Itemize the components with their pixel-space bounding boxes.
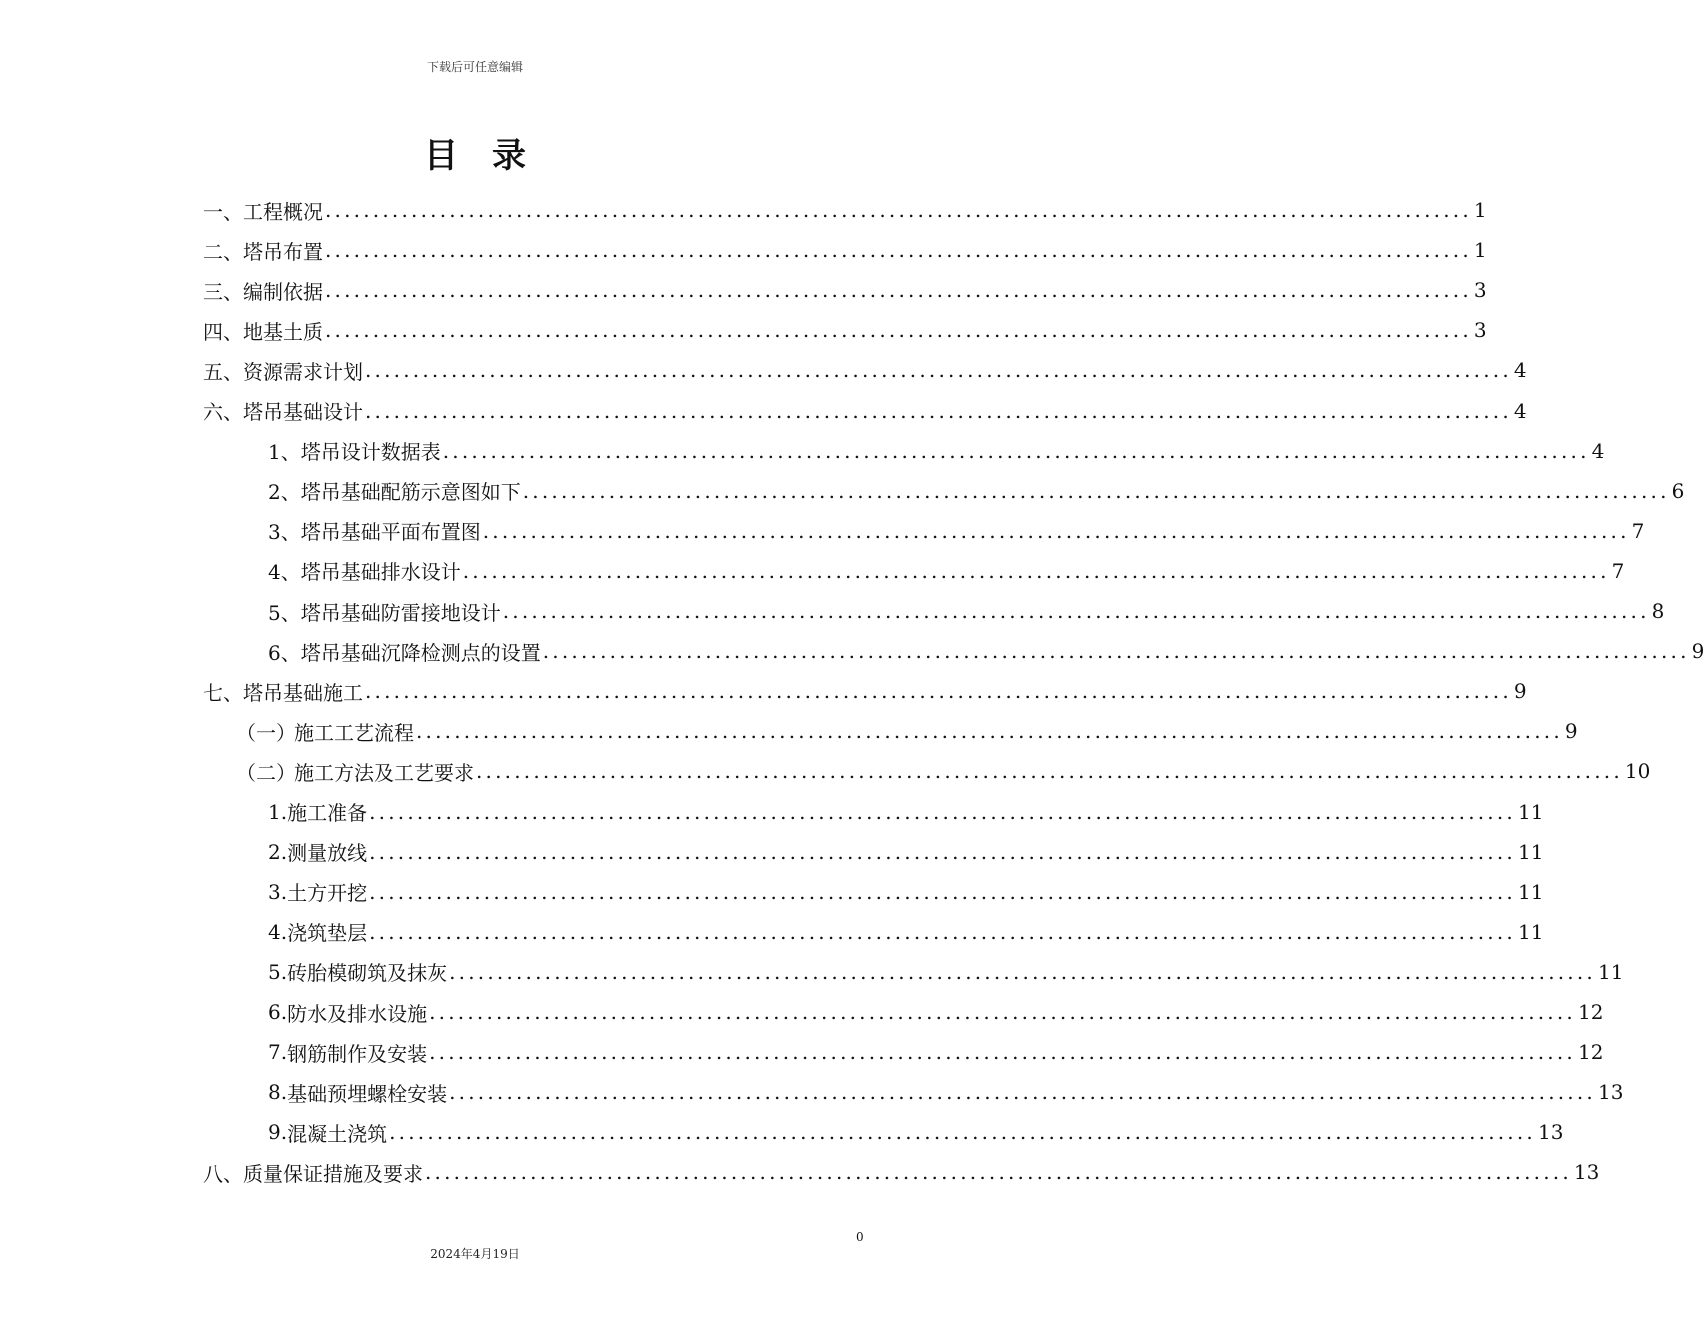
toc-entry-number: 3、: [268, 520, 301, 545]
toc-entry-page: 10: [1624, 759, 1651, 784]
toc-entry[interactable]: [203, 190, 1487, 230]
toc-entry-page: 4: [1591, 438, 1605, 463]
title-char-right: 录: [492, 136, 526, 176]
toc-entry-title: 钢筋制作及安装: [287, 1041, 428, 1066]
toc-entry-page: 9: [1564, 719, 1578, 744]
toc-entry[interactable]: [268, 992, 1604, 1032]
page-number: 0: [856, 1230, 864, 1244]
toc-entry-number: （二）: [236, 760, 296, 785]
toc-entry-number: 4.: [268, 919, 288, 944]
toc-leader-dots: ........................................................................................................................: [325, 238, 1472, 263]
toc-entry-number: 3.: [268, 879, 288, 904]
toc-entry[interactable]: [268, 1072, 1624, 1112]
toc-entry-page: 11: [1517, 799, 1544, 824]
toc-leader-dots: ........................................................................................................................: [425, 1160, 1572, 1185]
toc-entry-title: 施工工艺流程: [294, 720, 414, 745]
toc-entry-number: 6、: [268, 640, 301, 665]
toc-leader-dots: ........................................................................................................................: [522, 478, 1670, 503]
toc-leader-dots: ........................................................................................................................: [369, 919, 1516, 944]
page-header: 下载后可任意编辑: [426, 60, 523, 74]
toc-entry-title: 塔吊基础设计: [243, 400, 363, 424]
toc-entry-page: 7: [1611, 558, 1625, 583]
toc-entry-number: 4、: [268, 560, 301, 585]
toc-entry-page: 8: [1651, 599, 1665, 623]
toc-leader-dots: ........................................................................................................................: [369, 799, 1516, 824]
toc-entry-page: 3: [1473, 278, 1487, 303]
toc-leader-dots: ........................................................................................................................: [389, 1120, 1536, 1145]
toc-entry-number: 5、: [268, 600, 301, 625]
toc-entry-number: 六、: [203, 400, 243, 424]
toc-entry-number: 七、: [203, 680, 243, 705]
toc-entry-page: 11: [1517, 919, 1544, 944]
toc-entry[interactable]: [268, 912, 1544, 952]
toc-entry[interactable]: [268, 792, 1544, 832]
toc-entry-title: 砖胎模砌筑及抹灰: [287, 961, 448, 986]
toc-entry[interactable]: [268, 511, 1645, 551]
toc-entry-number: 三、: [203, 279, 243, 304]
toc-entry[interactable]: [268, 952, 1624, 992]
toc-entry-title: 地基土质: [243, 319, 323, 344]
toc-entry-number: 2.: [268, 839, 288, 864]
toc-entry-page: 12: [1577, 1040, 1604, 1065]
footer-date: 2024年4月19日: [430, 1247, 520, 1261]
toc-entry-page: 13: [1537, 1120, 1564, 1145]
toc-leader-dots: ........................................................................................................................: [416, 719, 1563, 744]
toc-leader-dots: ........................................................................................................................: [482, 518, 1630, 543]
toc-entry-title: 编制依据: [243, 279, 323, 304]
toc-entry[interactable]: [268, 1112, 1564, 1152]
toc-entry[interactable]: [203, 230, 1487, 270]
toc-leader-dots: ........................................................................................................................: [325, 278, 1472, 303]
toc-entry-page: 11: [1517, 879, 1544, 904]
toc-leader-dots: ........................................................................................................................: [365, 398, 1512, 423]
toc-leader-dots: ........................................................................................................................: [325, 318, 1472, 343]
toc-entry[interactable]: [236, 711, 1578, 751]
toc-entry[interactable]: [268, 551, 1625, 591]
toc-entry-number: （一）: [236, 720, 296, 745]
toc-entry-page: 6: [1671, 478, 1685, 503]
toc-entry[interactable]: [236, 751, 1651, 791]
toc-entry[interactable]: [203, 270, 1487, 310]
toc-entry-title: 塔吊布置: [243, 239, 323, 264]
toc-entry-number: 1、: [268, 440, 301, 465]
toc-entry-number: 6.: [268, 1000, 288, 1024]
toc-entry-number: 5.: [268, 959, 288, 984]
toc-leader-dots: ........................................................................................................................: [369, 839, 1516, 864]
toc-leader-dots: ........................................................................................................................: [542, 639, 1690, 664]
toc-entry-page: 12: [1577, 1000, 1604, 1024]
toc-entry[interactable]: [203, 310, 1487, 350]
toc-leader-dots: ........................................................................................................................: [325, 198, 1472, 222]
toc-entry[interactable]: [203, 671, 1527, 711]
toc-entry-page: 1: [1473, 198, 1487, 222]
toc-entry-page: 9: [1513, 679, 1527, 704]
toc-entry-title: 塔吊设计数据表: [300, 440, 441, 465]
toc-leader-dots: ........................................................................................................................: [365, 358, 1512, 383]
toc-entry[interactable]: [268, 631, 1704, 671]
toc-entry-number: 八、: [203, 1161, 243, 1186]
toc-entry-title: 施工方法及工艺要求: [294, 760, 474, 785]
toc-leader-dots: ........................................................................................................................: [476, 759, 1623, 784]
toc-leader-dots: ........................................................................................................................: [449, 959, 1596, 984]
toc-entry[interactable]: [203, 1152, 1600, 1192]
toc-entry-title: 塔吊基础排水设计: [300, 560, 461, 585]
toc-entry-page: 9: [1691, 639, 1704, 664]
toc-entry-title: 土方开挖: [287, 881, 368, 906]
toc-entry-page: 13: [1573, 1160, 1600, 1185]
toc-entry-number: 9.: [268, 1120, 288, 1145]
toc-entry[interactable]: [203, 350, 1527, 390]
toc-entry[interactable]: [268, 431, 1605, 471]
toc-entry-number: 五、: [203, 359, 243, 384]
toc-entry-number: 8.: [268, 1080, 288, 1105]
toc-entry-title: 塔吊基础配筋示意图如下: [300, 480, 521, 505]
toc-entry-page: 4: [1513, 358, 1527, 383]
toc-entry-page: 3: [1473, 318, 1487, 343]
toc-leader-dots: ........................................................................................................................: [442, 438, 1590, 463]
page-title: [0, 128, 950, 177]
toc-leader-dots: ........................................................................................................................: [449, 1080, 1596, 1105]
toc-entry[interactable]: [203, 391, 1527, 431]
toc-entry-number: 1.: [268, 799, 288, 824]
title-char-left: 目: [424, 136, 458, 176]
toc-entry-number: 四、: [203, 319, 243, 344]
toc-leader-dots: ........................................................................................................................: [462, 558, 1610, 583]
toc-entry-page: 13: [1597, 1080, 1624, 1105]
toc-entry[interactable]: [268, 1032, 1604, 1072]
toc-entry-number: 一、: [203, 199, 243, 224]
toc-entry-title: 塔吊基础施工: [243, 680, 363, 705]
toc-entry-title: 质量保证措施及要求: [243, 1161, 423, 1186]
toc-entry-number: 二、: [203, 239, 243, 264]
toc-entry-title: 塔吊基础平面布置图: [300, 520, 481, 545]
toc-leader-dots: ........................................................................................................................: [502, 599, 1650, 623]
toc-entry-title: 混凝土浇筑: [287, 1121, 388, 1146]
toc-entry-page: 11: [1517, 839, 1544, 864]
toc-entry-title: 基础预埋螺栓安装: [287, 1081, 448, 1106]
toc-entry[interactable]: [268, 832, 1544, 872]
toc-entry-page: 11: [1597, 959, 1624, 984]
toc-entry-page: 7: [1631, 518, 1645, 543]
toc-entry-title: 测量放线: [287, 841, 368, 866]
toc-entry-number: 2、: [268, 480, 301, 505]
toc-leader-dots: ........................................................................................................................: [365, 679, 1512, 704]
toc-leader-dots: ........................................................................................................................: [429, 1040, 1576, 1065]
toc-entry-title: 塔吊基础防雷接地设计: [300, 600, 501, 625]
toc-entry-title: 塔吊基础沉降检测点的设置: [300, 640, 541, 665]
toc-entry-title: 工程概况: [243, 199, 323, 224]
toc-entry[interactable]: [268, 591, 1665, 631]
toc-leader-dots: ........................................................................................................................: [429, 1000, 1576, 1024]
toc-leader-dots: ........................................................................................................................: [369, 879, 1516, 904]
toc-entry-page: 1: [1473, 238, 1487, 263]
toc-entry-title: 资源需求计划: [243, 359, 363, 384]
toc-entry-title: 防水及排水设施: [287, 1001, 428, 1026]
toc-entry-number: 7.: [268, 1040, 288, 1065]
toc-entry[interactable]: [268, 872, 1544, 912]
toc-entry-title: 施工准备: [287, 801, 368, 825]
toc-entry-title: 浇筑垫层: [287, 921, 368, 946]
toc-entry-page: 4: [1513, 398, 1527, 423]
toc-entry[interactable]: [268, 471, 1685, 511]
